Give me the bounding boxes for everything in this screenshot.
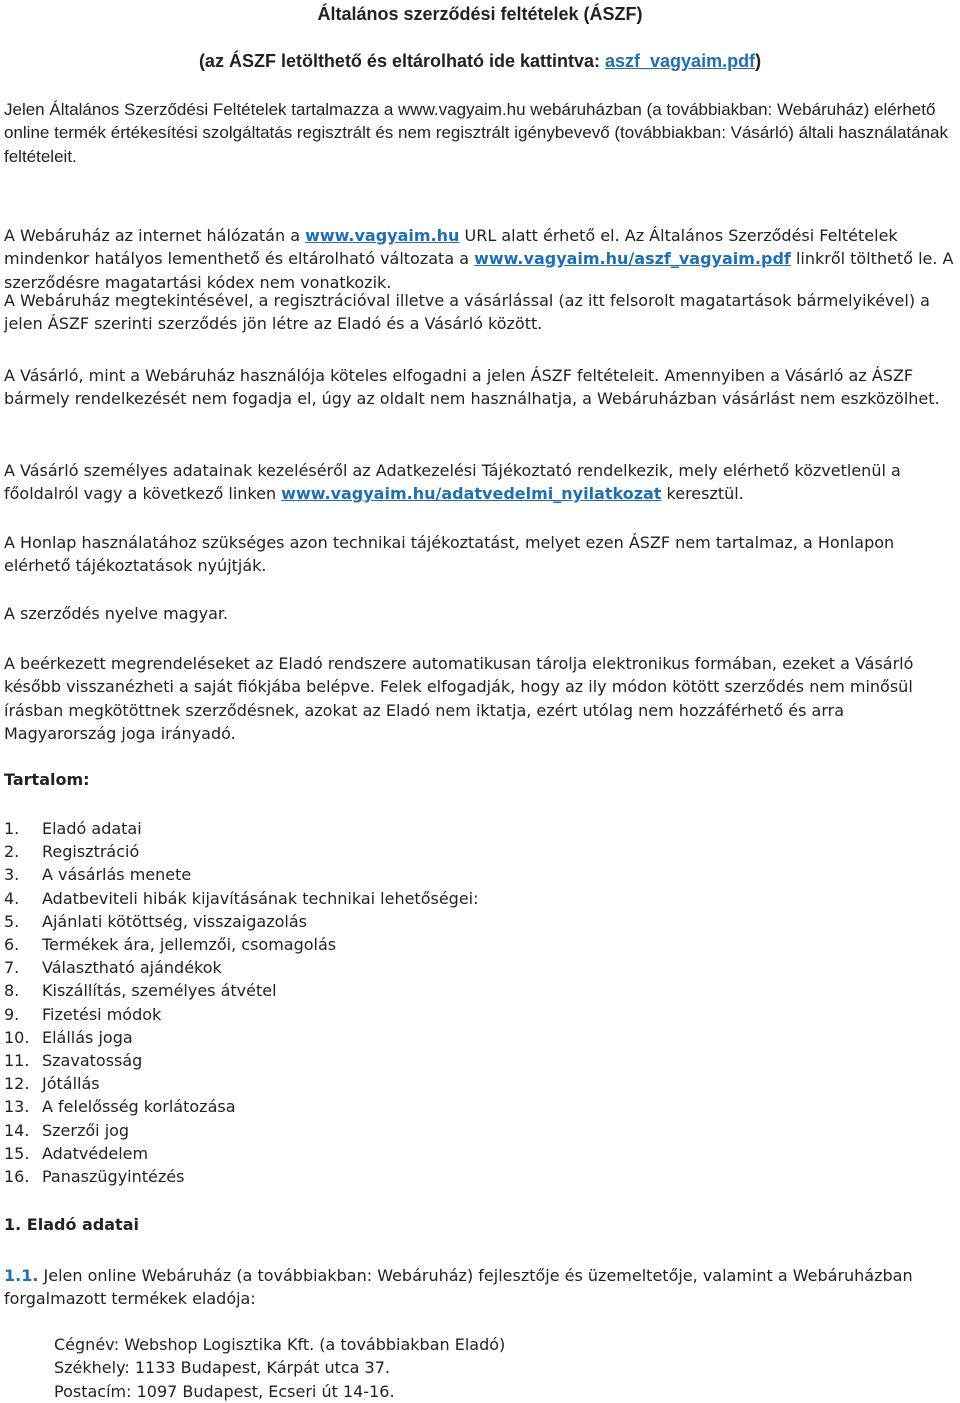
access-paragraph: [4, 224, 956, 294]
orders-paragraph: A beérkezett megrendeléseket az Eladó rendszere automatikusan tárolja elektronikus formában, ezeket a Vásárló később visszanézheti a saját fiókjába belépve. Felek elfogadják, hogy az ily módon kötött szerződés nem minősül írásban megkötöttnek szerződésnek, azokat az Eladó nem iktatja, ezért utólag nem hozzáférhető és arra Magyarország joga irányadó.: [4, 654, 914, 743]
toc-item-label: Fizetési módok: [42, 1004, 162, 1024]
toc-item-label: Elállás joga: [42, 1027, 133, 1047]
toc-item-number: 2.: [4, 842, 20, 862]
access-text-after: linkről tölthető le. A szerződésre magatartási kódex nem vonatkozik.: [4, 249, 954, 292]
toc-item: [4, 1165, 479, 1188]
toc-item-number: 11.: [4, 1051, 30, 1071]
website-link[interactable]: www.vagyaim.hu: [305, 226, 460, 245]
seller-details: [54, 1333, 505, 1403]
toc-item-label: Kiszállítás, személyes átvétel: [42, 981, 277, 1001]
toc-item-label: Szavatosság: [42, 1051, 143, 1071]
download-suffix: ): [755, 51, 762, 71]
toc-item-number: 14.: [4, 1120, 30, 1140]
tech-paragraph: A Honlap használatához szükséges azon technikai tájékoztatást, melyet ezen ÁSZF nem tartalmaz, a Honlapon elérhető tájékoztatások nyújtják.: [4, 533, 895, 576]
toc-item: [4, 1049, 479, 1072]
seller-seat: Székhely: 1133 Budapest, Kárpát utca 37.: [54, 1358, 390, 1378]
clause-number: 1.1.: [4, 1266, 39, 1285]
toc-item-number: 15.: [4, 1143, 30, 1163]
toc-item-label: Eladó adatai: [42, 819, 142, 838]
toc-item: [4, 1119, 479, 1142]
toc-item: [4, 1142, 479, 1165]
toc-heading: Tartalom:: [4, 770, 90, 789]
toc-item: [4, 1003, 479, 1026]
toc-item: [4, 979, 479, 1002]
toc-item: [4, 910, 479, 933]
aszf-pdf-link[interactable]: aszf_vagyaim.pdf: [605, 51, 756, 71]
toc-item-label: Választható ajándékok: [42, 958, 222, 978]
toc-item: [4, 863, 479, 886]
toc-item-label: Regisztráció: [42, 842, 140, 862]
toc-item-number: 9.: [4, 1004, 20, 1024]
toc-item-number: 16.: [4, 1167, 30, 1187]
accept-paragraph: A Vásárló, mint a Webáruház használója köteles elfogadni a jelen ÁSZF feltételeit. Amennyiben a Vásárló az ÁSZF bármely rendelkezését nem fogadja el, úgy az oldalt nem használhatja, a Webáruházban vásárlást nem eszközölhet.: [4, 366, 940, 409]
table-of-contents: [4, 817, 479, 1188]
page-title: Általános szerződési feltételek (ÁSZF): [317, 4, 643, 24]
aszf-url-link[interactable]: www.vagyaim.hu/aszf_vagyaim.pdf: [474, 249, 791, 269]
download-prefix: (az ÁSZF letölthető és eltárolható ide kattintva:: [198, 51, 605, 71]
toc-item-number: 10.: [4, 1027, 30, 1047]
seller-company: Cégnév: Webshop Logisztika Kft. (a továbbiakban Eladó): [54, 1335, 506, 1354]
toc-item-label: A felelősség korlátozása: [42, 1097, 236, 1117]
toc-item-number: 1.: [4, 819, 20, 838]
seller-postal: Postacím: 1097 Budapest, Ecseri út 14-16.: [54, 1381, 395, 1401]
toc-item-label: Adatvédelem: [42, 1143, 149, 1163]
toc-item: [4, 1026, 479, 1049]
privacy-link[interactable]: www.vagyaim.hu/adatvedelmi_nyilatkozat: [281, 484, 662, 504]
toc-item: [4, 1095, 479, 1118]
clause-text: Jelen online Webáruház (a továbbiakban: Webáruház) fejlesztője és üzemeltetője, valamint a Webáruházban forgalmazott termékek eladója:: [4, 1266, 913, 1309]
access-text-middle: URL alatt érhető el. Az Általános Szerződési Feltételek mindenkor hatályos lementhető és eltárolható változata a: [4, 226, 898, 269]
toc-item-number: 7.: [4, 958, 20, 978]
access-text-before: A Webáruház az internet hálózatán a: [4, 226, 306, 245]
toc-item-label: Ajánlati kötöttség, visszaigazolás: [42, 911, 307, 931]
privacy-paragraph: [4, 459, 956, 506]
toc-item-number: 8.: [4, 981, 20, 1001]
toc-item-number: 3.: [4, 865, 20, 885]
section-1-1-paragraph: [4, 1264, 956, 1311]
toc-item-number: 12.: [4, 1074, 30, 1094]
toc-item-number: 13.: [4, 1097, 30, 1117]
privacy-text-before: A Vásárló személyes adatainak kezeléséről az Adatkezelési Tájékoztató rendelkezik, mely elérhető közvetlenül a főoldalról vagy a következő linken: [4, 461, 901, 504]
download-line: [0, 51, 960, 72]
toc-item-label: Panaszügyintézés: [42, 1167, 185, 1187]
toc-item-number: 4.: [4, 888, 20, 908]
privacy-text-after: keresztül.: [661, 484, 744, 504]
toc-item-label: Szerzői jog: [42, 1120, 130, 1140]
toc-item-label: A vásárlás menete: [42, 865, 192, 885]
language-paragraph: A szerződés nyelve magyar.: [4, 604, 229, 623]
toc-item-number: 5.: [4, 911, 20, 931]
toc-item-label: Adatbeviteli hibák kijavításának technikai lehetőségei:: [42, 888, 479, 908]
toc-item: [4, 887, 479, 910]
toc-item: [4, 817, 479, 840]
contract-paragraph: A Webáruház megtekintésével, a regisztrációval illetve a vásárlással (az itt felsorolt magatartások bármelyikével) a jelen ÁSZF szerinti szerződés jön létre az Eladó és a Vásárló között.: [4, 291, 930, 334]
intro-paragraph: Jelen Általános Szerződési Feltételek tartalmazza a www.vagyaim.hu webáruházban (a továbbiakban: Webáruház) elérhető online termék értékesítési szolgáltatás regisztrált és nem regisztrált igénybevevő (továbbiakban: Vásárló) általi használatának feltételeit.: [4, 100, 948, 166]
toc-item-label: Termékek ára, jellemzői, csomagolás: [42, 935, 337, 955]
section-1-heading: 1. Eladó adatai: [4, 1215, 139, 1234]
toc-item-label: Jótállás: [42, 1074, 100, 1094]
toc-item: [4, 956, 479, 979]
toc-item-number: 6.: [4, 935, 20, 955]
toc-item: [4, 933, 479, 956]
toc-item: [4, 840, 479, 863]
toc-item: [4, 1072, 479, 1095]
